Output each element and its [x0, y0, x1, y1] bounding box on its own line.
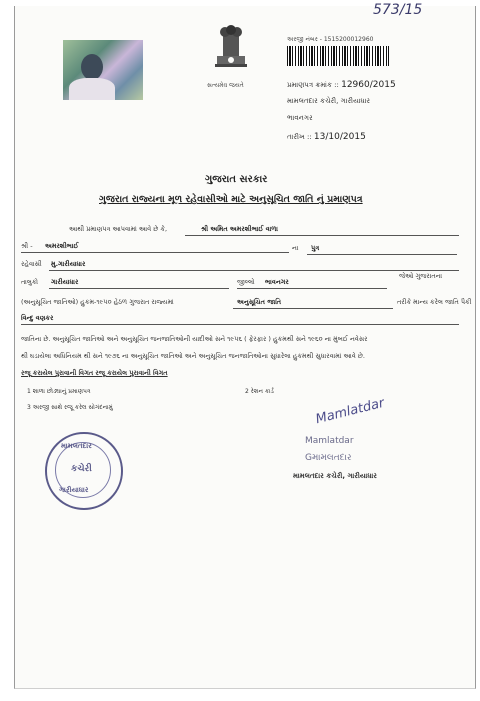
stamp-designation: Gમામલતદાર	[305, 453, 352, 463]
certificate-number-row: પ્રમાણપત્ર ક્રમાંક :: 12960/2015	[287, 80, 396, 90]
certificate-page	[14, 2, 476, 689]
issue-date-row: તારીખ :: 13/10/2015	[287, 132, 366, 142]
seal-top-text: મામલતદાર	[61, 442, 92, 450]
resident-underline	[49, 270, 459, 271]
caste-underline	[21, 324, 459, 325]
certificate-number: 12960/2015	[341, 80, 396, 90]
office-seal	[45, 432, 123, 510]
applicant-photo	[63, 40, 143, 100]
relation-value: પુત્ર	[311, 244, 320, 252]
taluka-value: ગારીયાધાર	[51, 278, 79, 286]
emblem-caption: સત્યમેવ જયતે	[207, 82, 244, 89]
sc-value: અનુસૂચિત જાતિ	[237, 298, 282, 306]
paragraph-line-2: થી ઘડાયેલા અધિનિયમ થી સને ૧૯૭૬ ના અનુસૂચિત જાતિઓ અને અનુસૂચિત જનજાતિઓના સુધારેલા હુકમથી સુધારવામાં આવે છે.	[21, 352, 365, 360]
sc-underline	[233, 308, 393, 309]
photo-head	[81, 54, 103, 80]
taluka-label: તાલુકો	[21, 278, 39, 286]
district-value: ભાવનગર	[265, 278, 289, 286]
caste-recognized-text: તરીકે માન્ય કરેલ જાતિ પૈકી	[397, 298, 472, 306]
issue-date: 13/10/2015	[313, 132, 366, 142]
seal-bottom-text: ગારીયાધાર	[59, 486, 89, 494]
barcode-label: અરજી નંબર - 1515200012960	[287, 36, 374, 43]
district-label: જીલ્લો	[237, 278, 255, 286]
barcode	[287, 46, 389, 66]
father-name: અમરશીભાઈ	[45, 242, 79, 250]
caste-value: વિન્દુ વણકર	[21, 314, 54, 322]
community-label: જેઓ ગુજરાતના	[399, 272, 443, 280]
paragraph-line-1: જાતિના છે. અનુસૂચિત જાતિઓ અને અનુસૂચિત જનજાતિઓની યાદીઓ સને ૧૯૫૬ ( ફેરફાર ) હુકમથી સને ૧૯૬૦ ના મુંબઈ નવેસર	[21, 335, 368, 343]
taluka-underline	[49, 288, 229, 289]
document-item: 2 રેશન કાર્ડ	[245, 388, 274, 395]
certificate-number-label: પ્રમાણપત્ર ક્રમાંક	[287, 81, 332, 89]
relation-word: ના	[292, 244, 299, 252]
father-underline	[21, 252, 289, 253]
resident-label: રહેવાસી	[21, 260, 42, 268]
officer-signature: Mamlatdar	[314, 395, 386, 428]
certificate-subtitle: ગુજરાત રાજ્યના મૂળ રહેવાસીઓ માટે અનુસૂચિત જાતિ નું પ્રમાણપત્ર	[99, 194, 363, 205]
document-item: 3 અરજી સાથે રજૂ કરેલ સોગંદનામું	[27, 404, 113, 411]
page-title: ગુજરાત સરકાર	[205, 174, 268, 185]
stamp-office: મામલતદાર કચેરી, ગારીયાધાર	[293, 472, 377, 480]
photo-shirt	[69, 78, 115, 100]
resident-value: મુ.ગારીયાધાર	[51, 260, 86, 268]
documents-heading: રજૂ કરાયેલ પુરાવાની વિગત રજૂ કરાયેલ પુરાવાની વિગત	[21, 369, 168, 377]
name-underline	[185, 235, 459, 236]
issuing-district: ભાવનગર	[287, 114, 313, 122]
stamp-name: Mamlatdar	[305, 436, 354, 446]
holder-name: શ્રી અમિત અમરશીભાઈ વાળા	[201, 225, 278, 233]
relation-underline	[307, 254, 457, 255]
sc-order-note: (અનુસૂચિત જાતિઓ) હુકમ-૧૯૫૦ હેઠળ ગુજરાત રાજ્યમાં	[21, 298, 174, 306]
issuing-office: મામલતદાર કચેરી, ગારીયાધાર	[287, 97, 371, 105]
state-emblem-icon	[209, 24, 253, 82]
district-underline	[237, 288, 387, 289]
document-item: 1 શાળા છોડ્યાનું પ્રમાણપત્ર	[27, 388, 91, 395]
intro-text: આથી પ્રમાણપત્ર આપવામાં આવે છે કે,	[69, 225, 168, 233]
handwritten-reference: 573/15	[373, 2, 423, 18]
date-label: તારીખ	[287, 133, 305, 141]
shri-prefix: શ્રી -	[21, 242, 33, 250]
seal-middle-text: કચેરી	[71, 464, 92, 474]
